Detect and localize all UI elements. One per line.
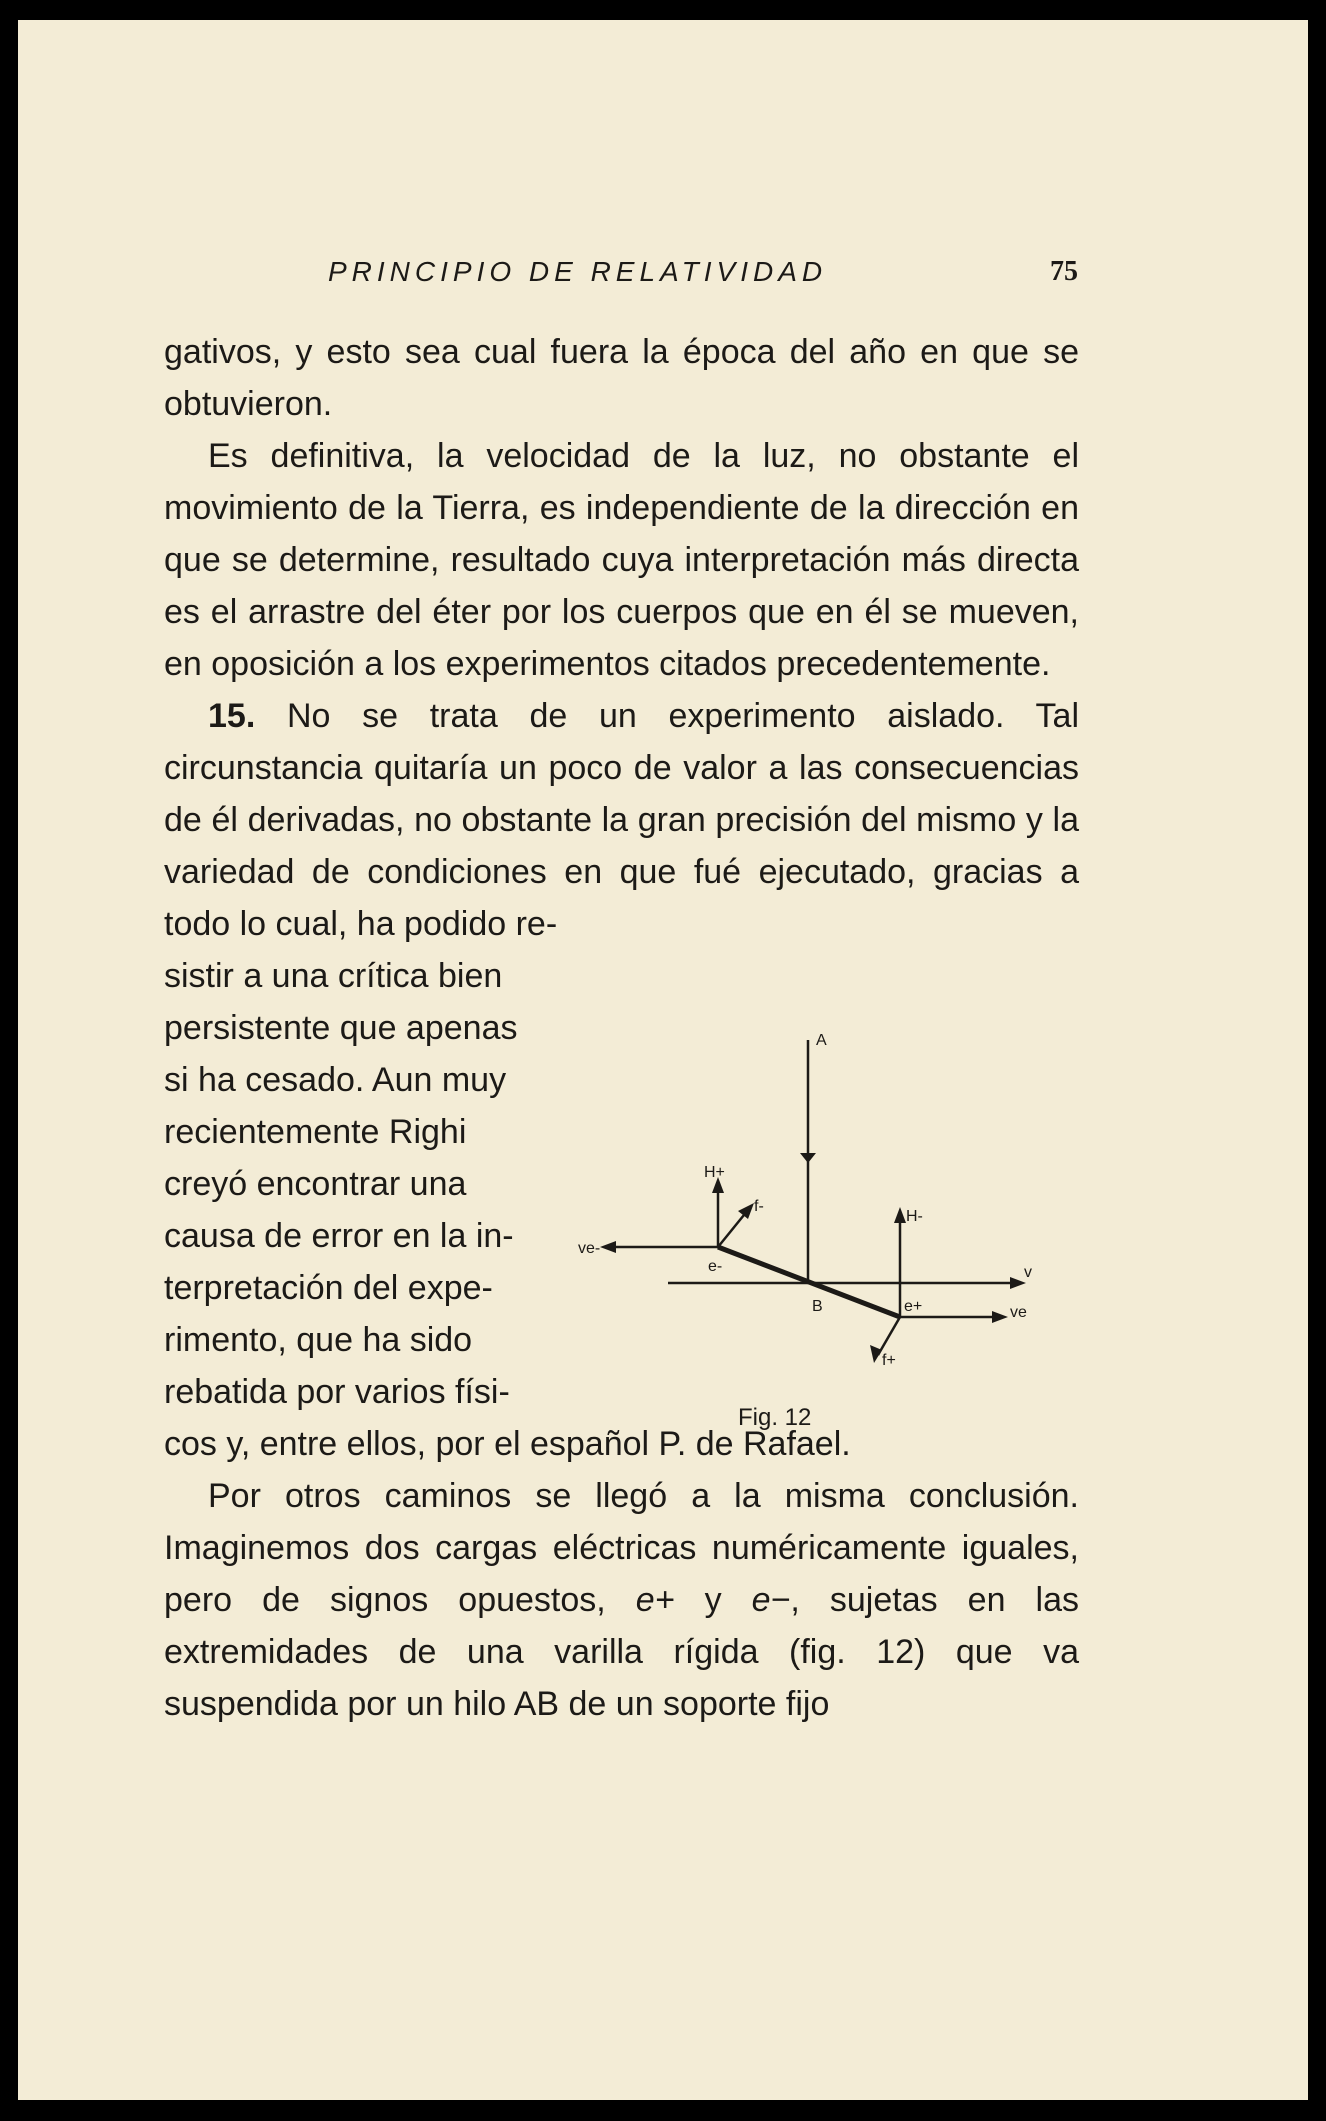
wrap-line: causa de error en la in- xyxy=(164,1217,514,1255)
label-B: B xyxy=(812,1298,823,1315)
label-e-minus: e- xyxy=(708,1258,723,1275)
wrap-line: creyó encontrar una xyxy=(164,1165,467,1203)
paragraph-4 xyxy=(164,1470,1079,1730)
label-H-minus: H- xyxy=(906,1208,923,1225)
arrow-f-plus xyxy=(878,1317,900,1355)
label-A: A xyxy=(816,1032,827,1049)
wrap-line: si ha cesado. Aun muy xyxy=(164,1061,507,1099)
wrap-line: rimento, que ha sido xyxy=(164,1321,473,1359)
paragraph-1: gativos, y esto sea cual fuera la época del año en que se obtuvieron. xyxy=(164,333,1079,423)
label-ve-plus: ve xyxy=(1010,1304,1027,1321)
label-f-minus: f- xyxy=(754,1198,764,1215)
page-number: 75 xyxy=(1050,256,1078,287)
paragraph-3 xyxy=(164,690,1079,950)
running-title: PRINCIPIO DE RELATIVIDAD xyxy=(328,256,828,287)
arrow-f-minus xyxy=(718,1210,748,1247)
label-H-plus: H+ xyxy=(704,1164,725,1181)
page-header xyxy=(308,256,1078,296)
charge-e-minus: e− xyxy=(751,1581,791,1619)
paragraph-4-text-a: Por otros caminos se llegó a la misma conclusión. Imaginemos dos cargas eléctricas numéricamente iguales, pero de signos opuestos, xyxy=(164,1477,1079,1619)
wrap-line: rebatida por varios físi- xyxy=(164,1373,510,1411)
paragraph-3-text: No se trata de un experimento aislado. Tal circunstancia quitaría un poco de valor a las consecuencias de él derivadas, no obstante la gran precisión del mismo y la variedad de condiciones en que fué ejecutado, gracias a todo lo cual, ha podido re- xyxy=(164,697,1079,943)
paragraph-3-end: cos y, entre ellos, por el español P. de Rafael. xyxy=(164,1425,851,1463)
wrap-line: persistente que apenas xyxy=(164,1009,518,1047)
wrap-line: recientemente Righi xyxy=(164,1113,467,1151)
wrap-line: sistir a una crítica bien xyxy=(164,957,503,995)
figure-12 xyxy=(578,1025,1078,1445)
wrapped-text-column xyxy=(164,950,564,1418)
label-v: v xyxy=(1024,1264,1032,1281)
section-number: 15. xyxy=(208,697,256,735)
figure-12-diagram xyxy=(578,1025,1078,1445)
paragraph-4-text-b: , sujetas en las extremidades de una varilla rígida (fig. 12) que va suspendida por un hilo AB de un soporte fijo xyxy=(164,1581,1079,1723)
charge-e-plus: e+ xyxy=(635,1581,675,1619)
paragraph-4-conj: y xyxy=(674,1581,752,1619)
paragraph-2: Es definitiva, la velocidad de la luz, no obstante el movimiento de la Tierra, es independiente de la dirección en que se determine, resultado cuya interpretación más directa es el arrastre del éter por los cuerpos que en él se mueven, en oposición a los experimentos citados precedentemente. xyxy=(164,437,1079,683)
label-e-plus: e+ xyxy=(904,1298,923,1315)
label-f-plus: f+ xyxy=(882,1352,896,1369)
book-page xyxy=(18,20,1308,2100)
wrap-line: terpretación del expe- xyxy=(164,1269,493,1307)
label-ve-minus: ve- xyxy=(578,1240,601,1257)
figure-caption: Fig. 12 xyxy=(738,1404,812,1431)
